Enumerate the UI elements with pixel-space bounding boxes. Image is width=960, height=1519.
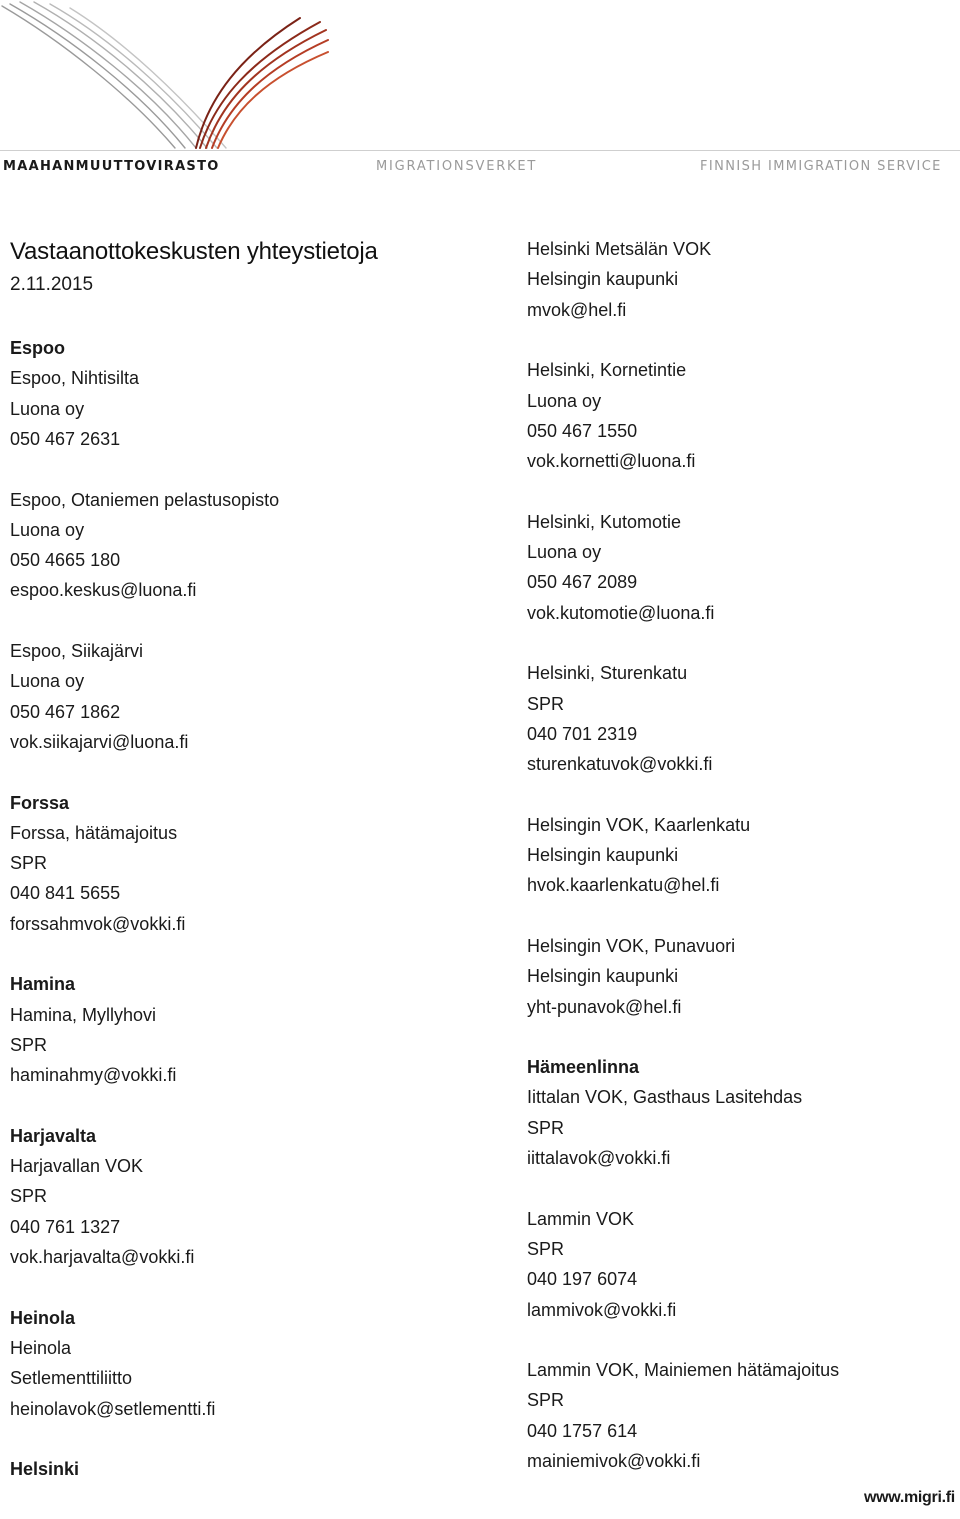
city-heading: Hamina [10,974,76,995]
contact-line[interactable]: vok.kutomotie@luona.fi [527,602,715,623]
city-heading: Helsinki [10,1459,80,1480]
contact-line: Helsinki, Sturenkatu [527,663,688,684]
contact-line[interactable]: heinolavok@setlementti.fi [10,1398,216,1419]
contact-line: 050 467 1550 [527,420,638,441]
contact-line: SPR [10,853,48,874]
contact-line: Lammin VOK, Mainiemen hätämajoitus [527,1360,840,1381]
contact-line: 040 841 5655 [10,883,121,904]
contact-line[interactable]: lammivok@vokki.fi [527,1299,677,1320]
contact-line: Luona oy [527,542,602,562]
city-heading: Forssa [10,792,70,813]
contact-line: Helsinki, Kornetintie [527,360,687,381]
contact-line[interactable]: mvok@hel.fi [527,299,627,320]
contact-line: Helsingin VOK, Kaarlenkatu [527,814,751,835]
contact-line[interactable]: sturenkatuvok@vokki.fi [527,754,713,775]
contact-line[interactable]: forssahmvok@vokki.fi [10,913,186,934]
contact-line: Espoo, Otaniemen pelastusopisto [10,489,280,510]
contact-line: Lammin VOK [527,1208,635,1229]
header-rule [0,150,960,151]
contact-line: Luona oy [527,390,602,411]
contact-line: 040 701 2319 [527,723,638,744]
contact-line: Helsingin VOK, Punavuori [527,935,736,956]
document-title: Vastaanottokeskusten yhteystietoja [10,238,378,265]
contact-line[interactable]: vok.kornetti@luona.fi [527,451,696,472]
contact-line[interactable]: hvok.kaarlenkatu@hel.fi [527,875,720,896]
contact-line: 050 467 1862 [10,701,121,722]
contact-line: Iittalan VOK, Gasthaus Lasitehdas [527,1087,803,1108]
contact-line[interactable]: yht-punavok@hel.fi [527,996,682,1017]
wing-emblem-icon [0,0,330,150]
contact-line: Luona oy [10,519,85,540]
city-heading: Espoo [10,338,66,358]
contact-line: 040 761 1327 [10,1216,121,1237]
contact-line[interactable]: haminahmy@vokki.fi [10,1065,177,1086]
contact-line: 050 467 2631 [10,428,121,449]
contact-line: 050 4665 180 [10,550,121,571]
city-heading: Hämeenlinna [527,1057,640,1078]
city-heading: Harjavalta [10,1125,97,1146]
contact-line: Forssa, hätämajoitus [10,822,178,843]
city-heading: Heinola [10,1307,76,1328]
contact-line: SPR [527,693,565,714]
contact-line: Helsingin kaupunki [527,966,679,987]
contact-line: SPR [527,1117,565,1138]
contact-line: Harjavallan VOK [10,1156,144,1177]
contact-line: Luona oy [10,398,85,419]
contact-line: 040 1757 614 [527,1420,638,1441]
contact-line: Luona oy [10,671,85,692]
contact-line: Helsingin kaupunki [527,845,679,865]
contact-line: Heinola [10,1337,72,1358]
contact-line: SPR [10,1034,48,1055]
contact-line: 050 467 2089 [527,572,638,593]
contact-line: Helsinki Metsälän VOK [527,239,712,259]
agency-name-english: FINNISH IMMIGRATION SERVICE [700,159,942,174]
contact-line: Hamina, Myllyhovi [10,1004,157,1025]
contact-line: Helsingin kaupunki [527,269,679,290]
contact-line: SPR [527,1390,565,1411]
contact-line: SPR [527,1238,565,1259]
contact-line: Espoo, Siikajärvi [10,641,144,661]
contact-line: SPR [10,1186,48,1207]
contact-line[interactable]: espoo.keskus@luona.fi [10,580,197,601]
contact-line[interactable]: vok.siikajarvi@luona.fi [10,731,189,752]
contact-line: Helsinki, Kutomotie [527,511,682,532]
contact-line[interactable]: vok.harjavalta@vokki.fi [10,1247,195,1267]
document-date: 2.11.2015 [10,274,94,295]
contact-line[interactable]: mainiemivok@vokki.fi [527,1451,701,1471]
contact-line[interactable]: iittalavok@vokki.fi [527,1148,671,1168]
footer-website-link[interactable]: www.migri.fi [864,1489,955,1506]
contact-line: Setlementtiliitto [10,1368,133,1389]
contact-line: Espoo, Nihtisilta [10,368,140,389]
contact-line: 040 197 6074 [527,1269,638,1290]
agency-name-finnish: MAAHANMUUTTOVIRASTO [3,159,220,174]
agency-logo [0,0,960,185]
agency-name-swedish: MIGRATIONSVERKET [376,159,538,174]
